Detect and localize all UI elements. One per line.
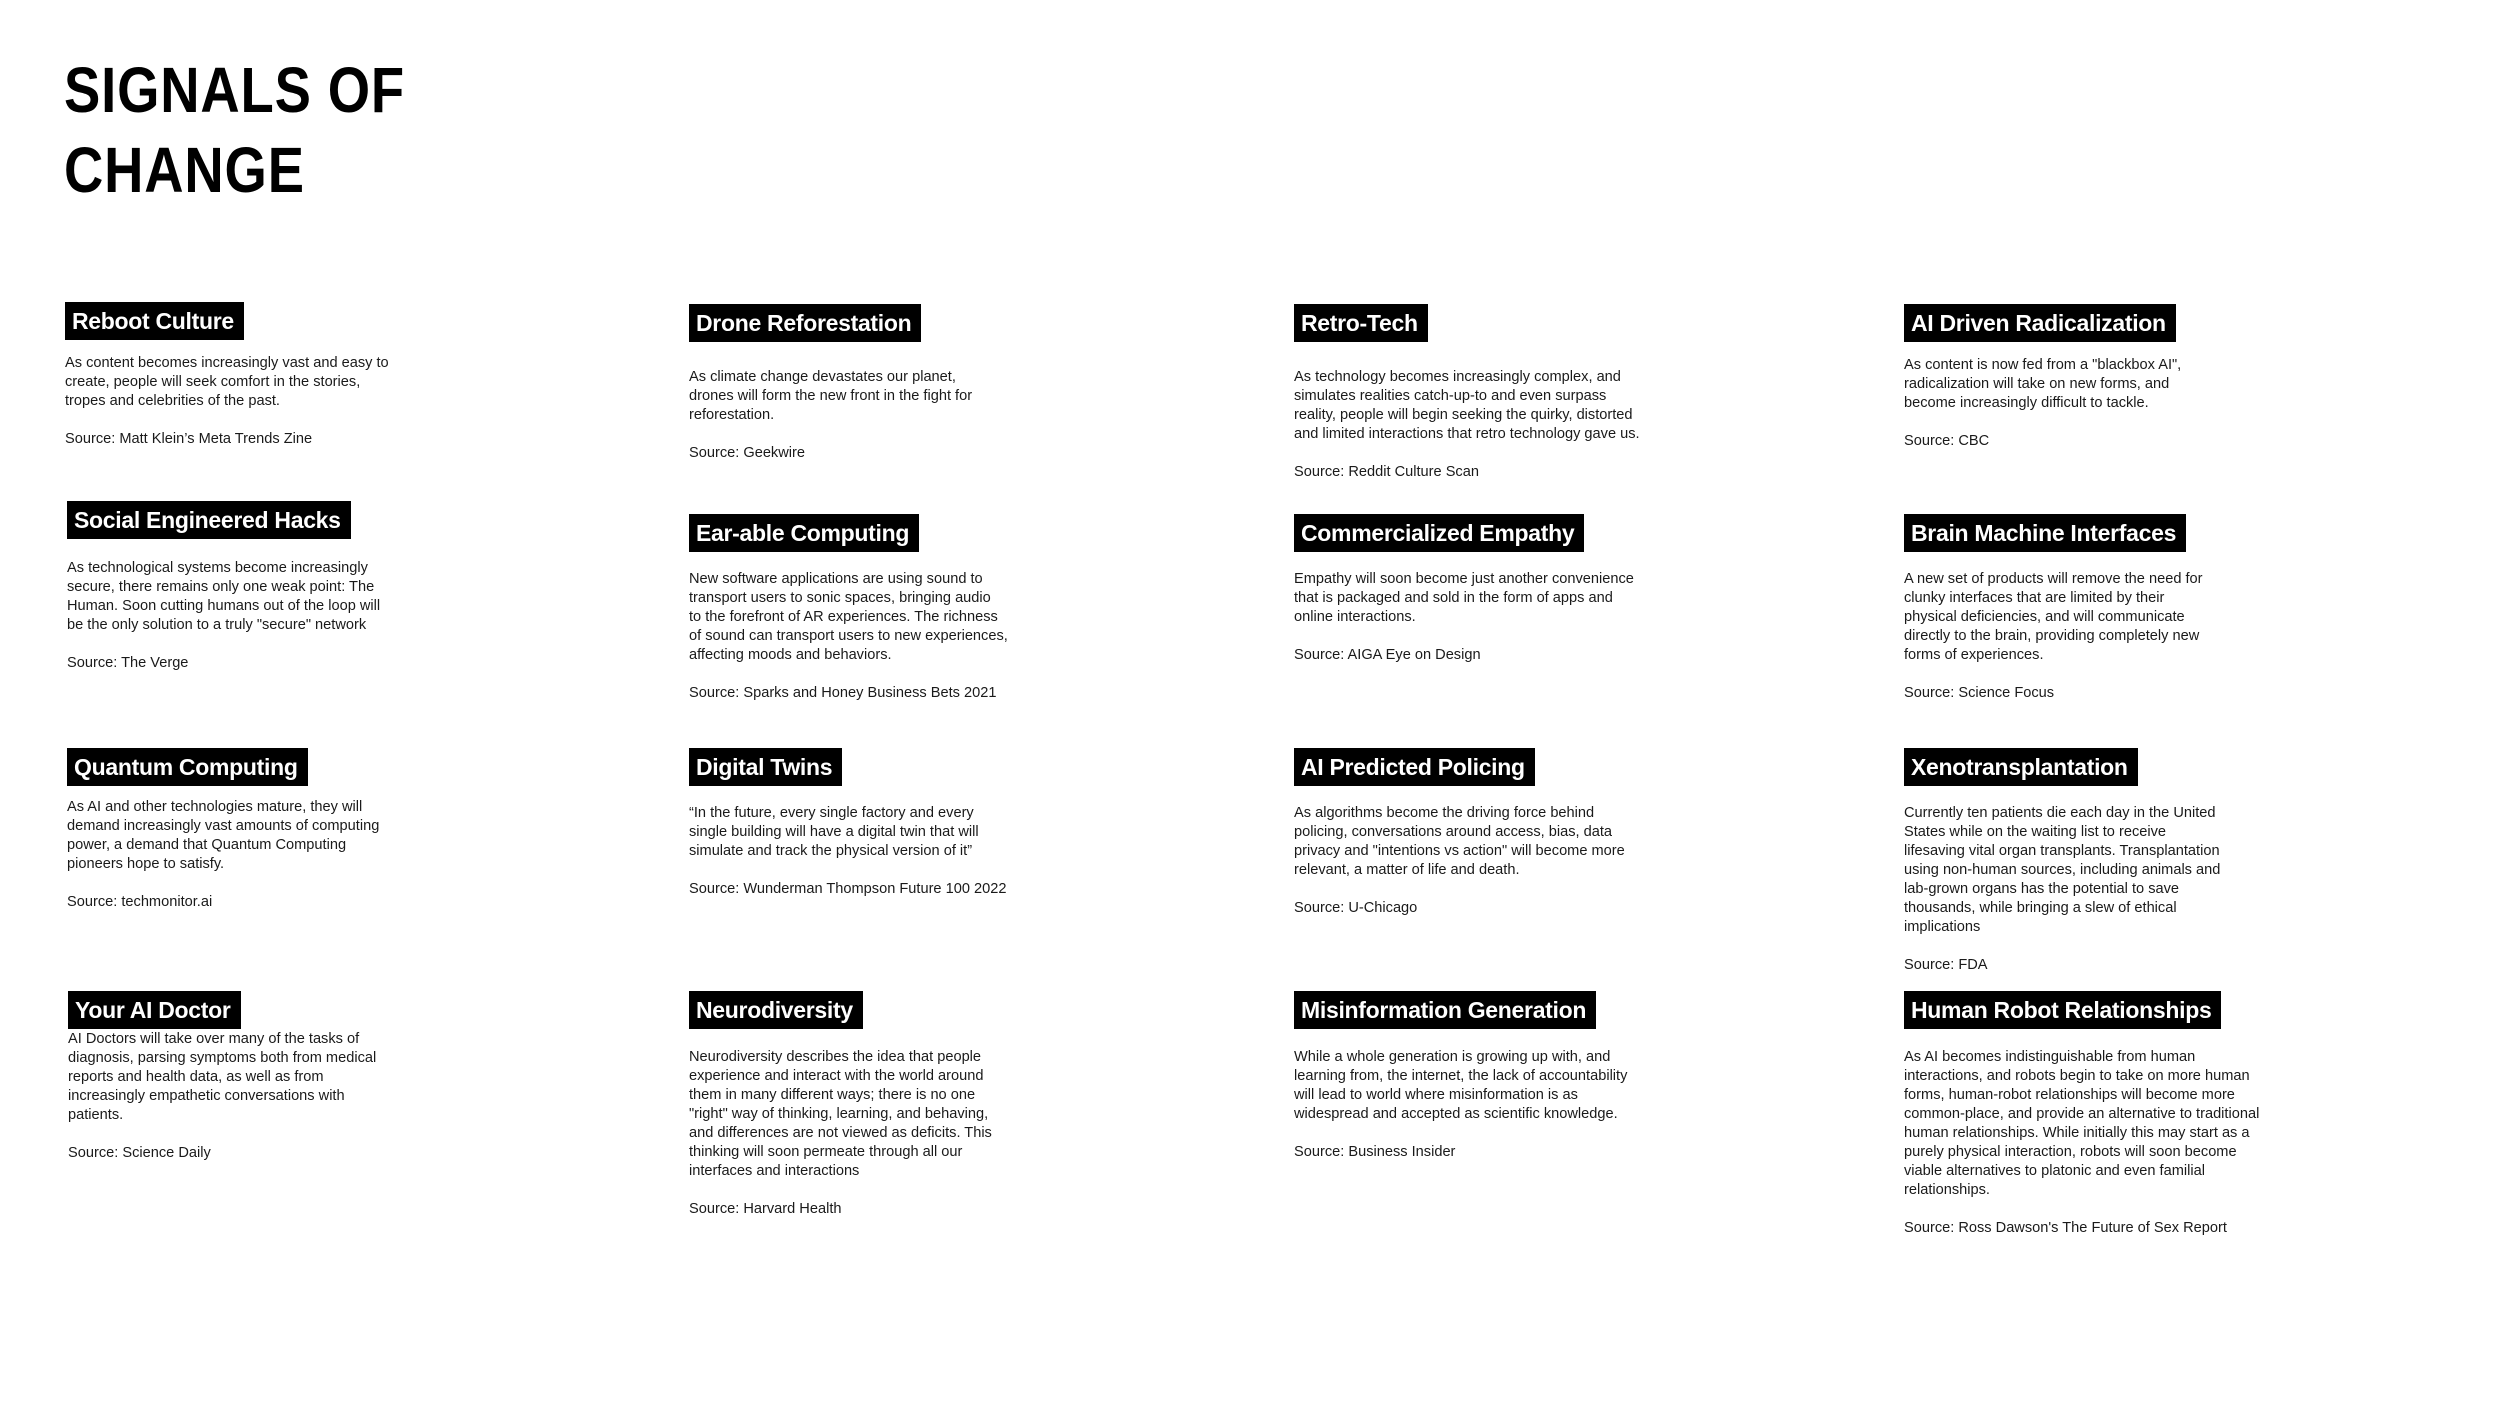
- signal-source: Source: Matt Klein’s Meta Trends Zine: [65, 431, 313, 447]
- signal-title: Misinformation Generation: [1294, 991, 1596, 1029]
- signal-card-reboot-culture: [65, 302, 455, 449]
- signal-card-brain-machine-interfaces: [1904, 514, 2294, 703]
- signal-title: AI Predicted Policing: [1294, 748, 1535, 786]
- signal-source: Source: The Verge: [67, 655, 189, 671]
- signal-title: Digital Twins: [689, 748, 842, 786]
- signal-source: Source: techmonitor.ai: [67, 894, 213, 910]
- page-title: [64, 50, 405, 210]
- signal-title: Quantum Computing: [67, 748, 308, 786]
- page-title-line-1: SIGNALS OF: [64, 54, 405, 126]
- signal-source: Source: Ross Dawson's The Future of Sex Report: [1904, 1220, 2227, 1236]
- signal-card-commercialized-empathy: [1294, 514, 1684, 665]
- signal-title: Human Robot Relationships: [1904, 991, 2221, 1029]
- signal-description: New software applications are using sound to transport users to sonic spaces, bringing audio to the forefront of AR experiences. The richness of sound can transport users to new experiences, affecting moods and behaviors.: [689, 571, 1008, 663]
- signal-card-digital-twins: [689, 748, 1079, 899]
- signal-source: Source: Geekwire: [689, 445, 805, 461]
- signal-card-misinformation-generation: [1294, 991, 1684, 1162]
- signal-title: Commercialized Empathy: [1294, 514, 1584, 552]
- signal-description: Currently ten patients die each day in the United States while on the waiting list to receive lifesaving vital organ transplants. Transplantation using non-human sources, including animals and lab-grown organs has the potential to save thousands, while bringing a slew of ethical implications: [1904, 805, 2221, 935]
- signal-source: Source: Science Focus: [1904, 685, 2055, 701]
- signal-title: Reboot Culture: [65, 302, 244, 340]
- signal-title: Brain Machine Interfaces: [1904, 514, 2186, 552]
- signal-card-your-ai-doctor: [68, 991, 458, 1163]
- signal-description: As AI and other technologies mature, they will demand increasingly vast amounts of computing power, a demand that Quantum Computing pioneers hope to satisfy.: [67, 799, 380, 872]
- signal-description: AI Doctors will take over many of the tasks of diagnosis, parsing symptoms both from medical reports and health data, as well as from increasingly empathetic conversations with patients.: [68, 1031, 377, 1123]
- signal-card-ai-driven-radicalization: [1904, 304, 2294, 451]
- signal-card-social-engineered-hacks: [67, 501, 457, 673]
- signal-card-retro-tech: [1294, 304, 1684, 482]
- signal-title: Xenotransplantation: [1904, 748, 2138, 786]
- signal-source: Source: Sparks and Honey Business Bets 2021: [689, 685, 997, 701]
- signal-title: Retro-Tech: [1294, 304, 1428, 342]
- signal-title: Drone Reforestation: [689, 304, 921, 342]
- signal-description: As technology becomes increasingly complex, and simulates realities catch-up-to and even surpass reality, people will begin seeking the quirky, distorted and limited interactions that retro technology gave us.: [1294, 369, 1640, 442]
- signal-title: Your AI Doctor: [68, 991, 241, 1029]
- signal-title: AI Driven Radicalization: [1904, 304, 2176, 342]
- signal-description: As technological systems become increasingly secure, there remains only one weak point: The Human. Soon cutting humans out of the loop will be the only solution to a truly "secure" network: [67, 560, 381, 633]
- signal-card-ai-predicted-policing: [1294, 748, 1684, 918]
- signal-source: Source: Wunderman Thompson Future 100 2022: [689, 881, 1007, 897]
- signal-description: As algorithms become the driving force behind policing, conversations around access, bias, data privacy and "intentions vs action" will become more relevant, a matter of life and death.: [1294, 805, 1625, 878]
- signal-card-ear-able-computing: [689, 514, 1079, 703]
- signal-title: Neurodiversity: [689, 991, 863, 1029]
- signal-source: Source: FDA: [1904, 957, 1988, 973]
- signal-card-drone-reforestation: [689, 304, 1079, 463]
- signal-title: Social Engineered Hacks: [67, 501, 351, 539]
- signal-description: As AI becomes indistinguishable from human interactions, and robots begin to take on more human forms, human-robot relationships will become more common-place, and provide an alternative to traditional human relationships. While initially this may start as a purely physical interaction, robots will soon become viable alternatives to platonic and even familial relationships.: [1904, 1049, 2260, 1198]
- signal-description: As content becomes increasingly vast and easy to create, people will seek comfort in the stories, tropes and celebrities of the past.: [65, 355, 389, 409]
- signal-card-neurodiversity: [689, 991, 1079, 1219]
- signal-source: Source: CBC: [1904, 433, 1990, 449]
- signal-description: As content is now fed from a "blackbox AI", radicalization will take on new forms, and become increasingly difficult to tackle.: [1904, 357, 2182, 411]
- page-title-line-2: CHANGE: [64, 134, 305, 206]
- signal-description: A new set of products will remove the need for clunky interfaces that are limited by their physical deficiencies, and will communicate directly to the brain, providing completely new forms of experiences.: [1904, 571, 2203, 663]
- signal-description: While a whole generation is growing up with, and learning from, the internet, the lack of accountability will lead to world where misinformation is as widespread and accepted as scientific knowledge.: [1294, 1049, 1628, 1122]
- signal-description: Empathy will soon become just another convenience that is packaged and sold in the form of apps and online interactions.: [1294, 571, 1634, 625]
- signal-card-xenotransplantation: [1904, 748, 2294, 975]
- signal-card-quantum-computing: [67, 748, 457, 912]
- signal-source: Source: U-Chicago: [1294, 900, 1418, 916]
- signal-description: As climate change devastates our planet, drones will form the new front in the fight for reforestation.: [689, 369, 973, 423]
- signal-description: “In the future, every single factory and every single building will have a digital twin that will simulate and track the physical version of it”: [689, 805, 979, 859]
- signal-source: Source: Business Insider: [1294, 1144, 1456, 1160]
- signal-title: Ear-able Computing: [689, 514, 919, 552]
- signal-source: Source: Reddit Culture Scan: [1294, 464, 1479, 480]
- signal-description: Neurodiversity describes the idea that people experience and interact with the world around them in many different ways; there is no one "right" way of thinking, learning, and behaving, and differences are not viewed as deficits. This thinking will soon permeate through all our interfaces and interactions: [689, 1049, 992, 1179]
- signal-source: Source: Harvard Health: [689, 1201, 842, 1217]
- signal-card-human-robot-relationships: [1904, 991, 2344, 1238]
- signal-source: Source: AIGA Eye on Design: [1294, 647, 1481, 663]
- signal-source: Source: Science Daily: [68, 1145, 211, 1161]
